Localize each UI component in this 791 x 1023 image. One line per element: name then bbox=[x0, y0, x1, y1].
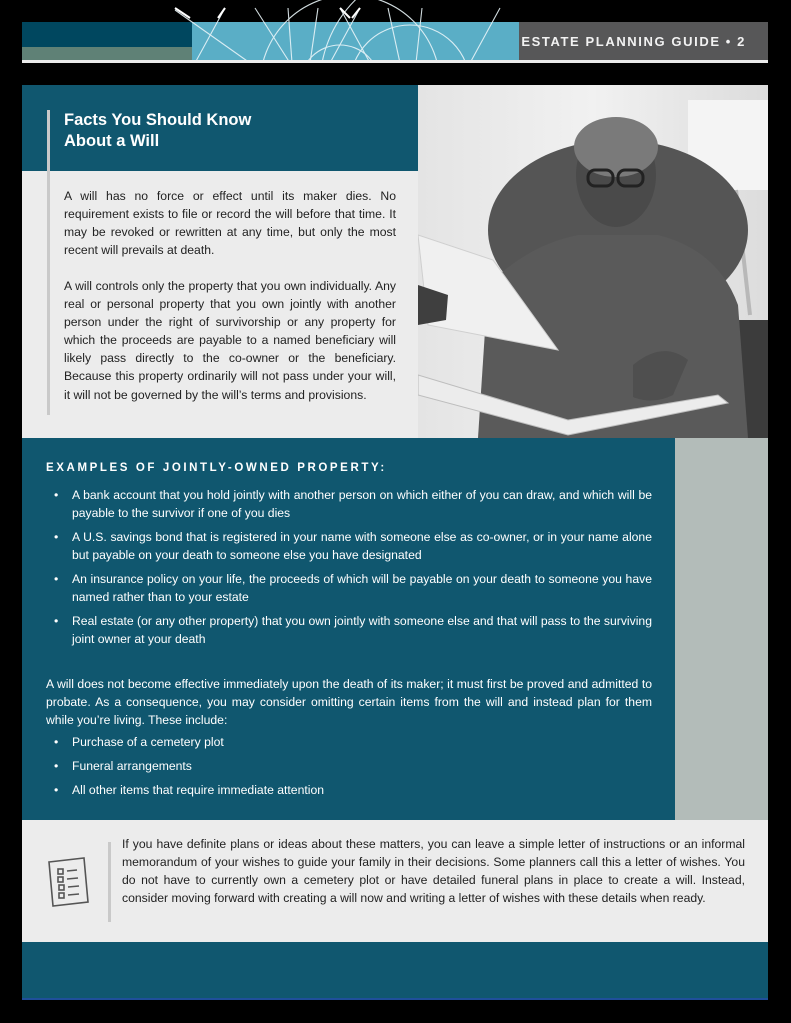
page-header bbox=[22, 22, 768, 60]
bullet-icon: • bbox=[54, 572, 59, 586]
list-item: • All other items that require immediate attention bbox=[54, 783, 324, 797]
note-text: If you have definite plans or ideas about these matters, you can leave a simple letter of instructions or an informal memorandum of your wishes to guide your family in their decisions. Some planners call this a letter of wishes. You do not have to currently own a cemetery plot or have detailed funeral plans in place to create a will. Instead, consider moving forward with creating a will now and writing a letter of wishes with these details when ready. bbox=[122, 837, 745, 905]
woman-reading-photo bbox=[418, 85, 768, 438]
probate-paragraph: A will does not become effective immediately upon the death of its maker; it must first be proved and admitted to probate. As a consequence, you may consider omitting certain items from the will and instead plan for them while you’re living. These include: bbox=[46, 677, 652, 727]
bullet-icon: • bbox=[54, 488, 59, 502]
list-item: • Funeral arrangements bbox=[54, 759, 192, 773]
note-accent-bar bbox=[108, 842, 111, 922]
intro-accent-bar bbox=[47, 110, 50, 415]
page-footer-band bbox=[22, 942, 768, 1000]
guide-title: ESTATE PLANNING GUIDE • 2 bbox=[521, 33, 746, 49]
list-item: • Real estate (or any other property) that you own jointly with someone else and that will pass to the surviving joint owner at your death bbox=[54, 614, 652, 646]
header-title-block bbox=[519, 22, 768, 60]
list-item: • An insurance policy on your life, the proceeds of which will be payable on your death to someone you have named rather than to your estate bbox=[54, 572, 652, 604]
bullet-icon: • bbox=[54, 530, 59, 544]
bullet-icon: • bbox=[54, 735, 59, 749]
header-navy-block bbox=[22, 22, 192, 47]
page-title bbox=[64, 110, 251, 152]
checklist-icon bbox=[46, 856, 90, 908]
list-item: • A bank account that you hold jointly with another person on which either of you can draw, and which will be payable to the survivor if one of you dies bbox=[54, 488, 652, 520]
header-pattern-block bbox=[192, 22, 519, 60]
page-content bbox=[22, 85, 768, 1000]
header-sage-block bbox=[22, 47, 192, 60]
bullet-icon: • bbox=[54, 759, 59, 773]
examples-heading: EXAMPLES OF JOINTLY-OWNED PROPERTY: bbox=[46, 462, 387, 474]
examples-list bbox=[46, 486, 652, 654]
letter-of-wishes-note bbox=[22, 820, 768, 942]
omit-items-list bbox=[46, 733, 652, 805]
list-item: • A U.S. savings bond that is registered in your name with someone else as co-owner, or in your name alone but payable on your death to someone else you have designated bbox=[54, 530, 652, 562]
examples-panel bbox=[22, 438, 675, 820]
title-line-1: Facts You Should Know bbox=[64, 111, 252, 129]
photo-illustration-icon bbox=[418, 85, 768, 438]
header-divider bbox=[22, 60, 768, 63]
list-item: • Purchase of a cemetery plot bbox=[54, 735, 224, 749]
examples-side-panel bbox=[675, 438, 768, 820]
intro-paragraph-2: A will controls only the property that you own individually. Any real or personal property that you own jointly with another person under the right of survivorship or any property for which the proceeds are payable to a named beneficiary will likely pass directly to the co-owner or the beneficiary. Because this property ordinarily will not pass under your will, it will not be governed by the will’s terms and provisions. bbox=[64, 279, 396, 402]
bullet-icon: • bbox=[54, 783, 59, 797]
intro-paragraph-1: A will has no force or effect until its maker dies. No requirement exists to file or record the will before that time. It may be revoked or rewritten at any time, but only the most recent will prevails at death. bbox=[64, 189, 396, 258]
title-line-2: About a Will bbox=[64, 132, 160, 150]
bullet-icon: • bbox=[54, 614, 59, 628]
